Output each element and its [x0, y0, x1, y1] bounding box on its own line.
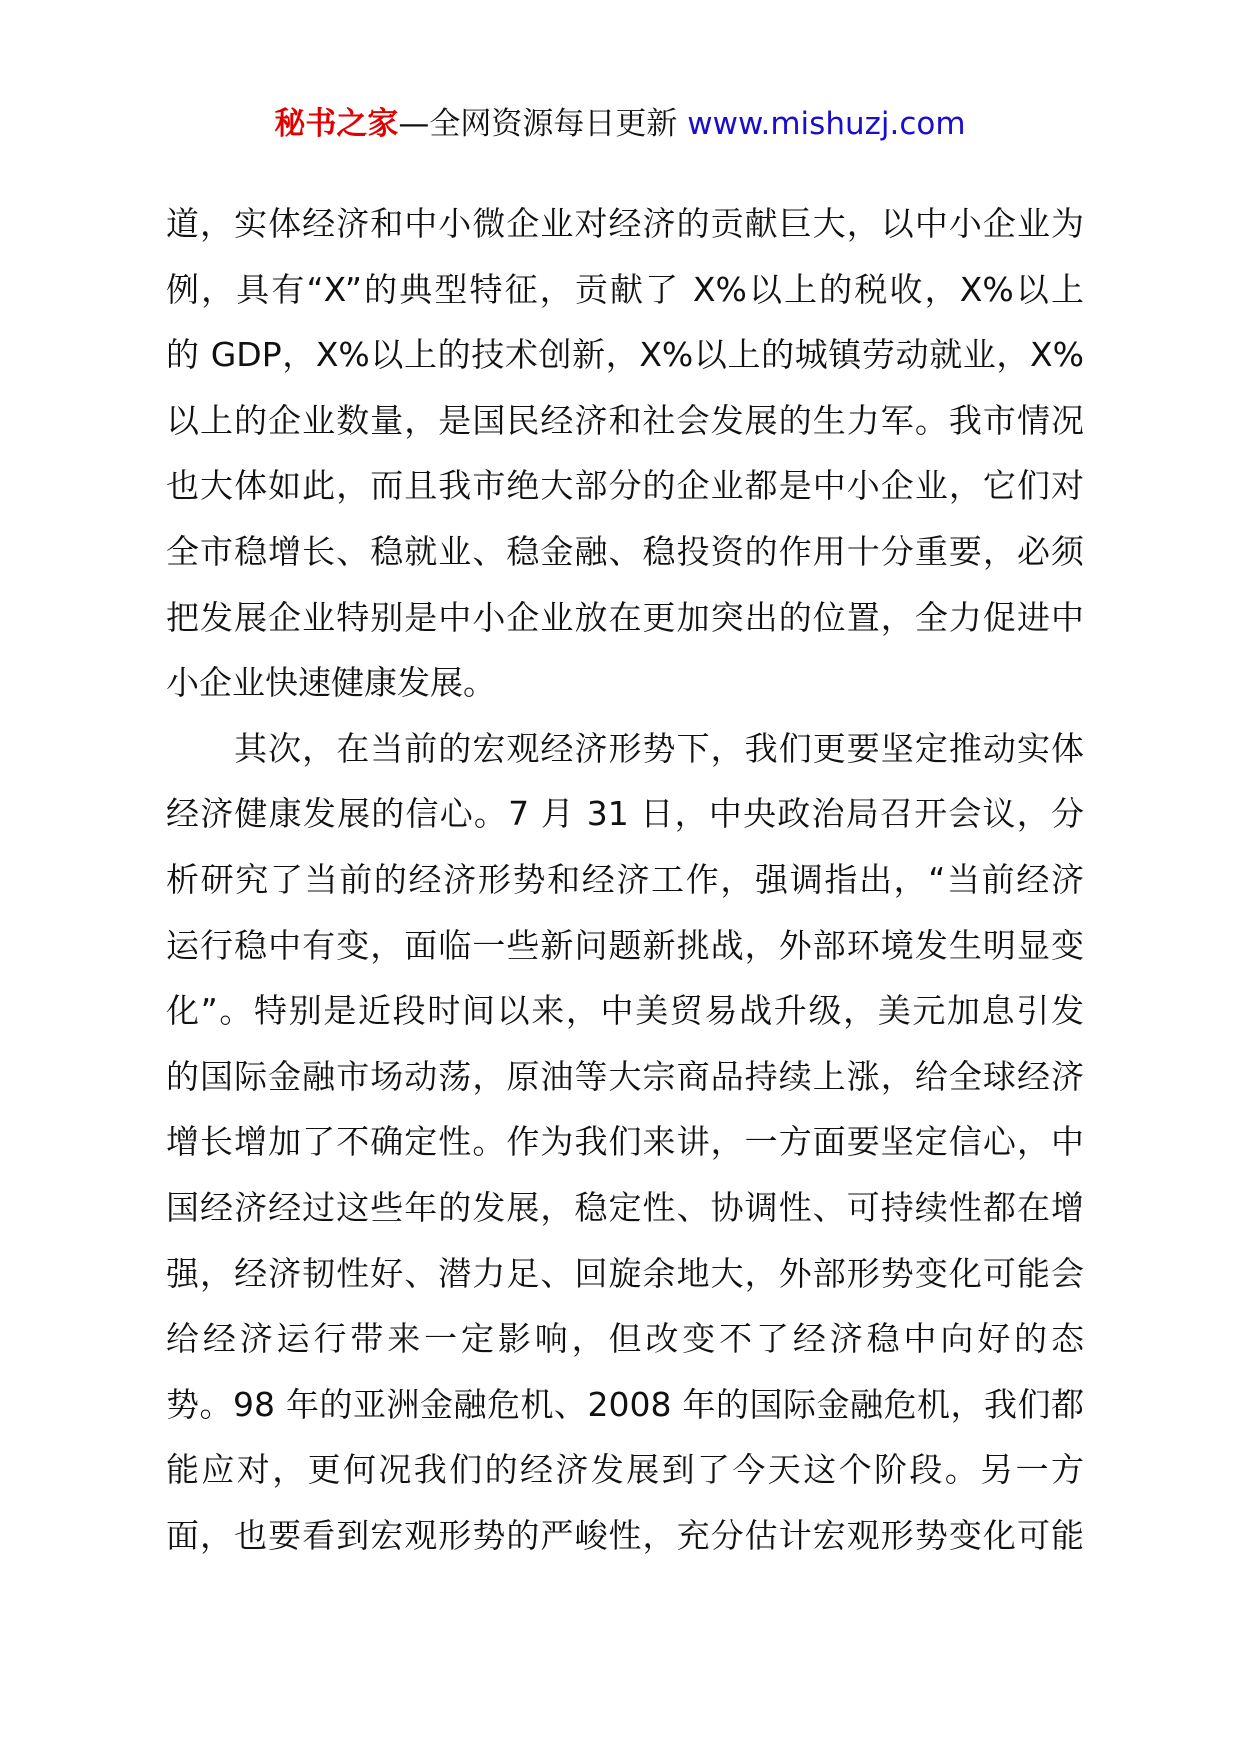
- text-line: 运行稳中有变，面临一些新问题新挑战，外部环境发生明显变: [166, 925, 1084, 965]
- site-slogan: —全网资源每日更新: [398, 106, 688, 142]
- text-line: 也大体如此，而且我市绝大部分的企业都是中小企业，它们对: [166, 466, 1084, 506]
- text-line: 例，具有“X”的典型特征，贡献了 X%以上的税收，X%以上: [166, 269, 1084, 309]
- site-header: [0, 104, 1240, 144]
- text-line: 全市稳增长、稳就业、稳金融、稳投资的作用十分重要，必须: [166, 531, 1084, 571]
- text-line: 强，经济韧性好、潜力足、回旋余地大，外部形势变化可能会: [166, 1253, 1084, 1293]
- text-line: 经济健康发展的信心。7 月 31 日，中央政治局召开会议，分: [166, 794, 1084, 834]
- text-line: 势。98 年的亚洲金融危机、2008 年的国际金融危机，我们都: [166, 1384, 1084, 1424]
- text-line: 以上的企业数量，是国民经济和社会发展的生力军。我市情况: [166, 400, 1084, 440]
- text-line: 其次，在当前的宏观经济形势下，我们更要坚定推动实体: [166, 728, 1084, 768]
- site-url-link[interactable]: www.mishuzj.com: [687, 106, 966, 142]
- text-line: 能应对，更何况我们的经济发展到了今天这个阶段。另一方: [166, 1450, 1084, 1490]
- site-brand: 秘书之家: [274, 106, 399, 142]
- text-line: 的 GDP，X%以上的技术创新，X%以上的城镇劳动就业，X%: [166, 335, 1084, 375]
- text-line: 把发展企业特别是中小企业放在更加突出的位置，全力促进中: [166, 597, 1084, 637]
- text-line: 面，也要看到宏观形势的严峻性，充分估计宏观形势变化可能: [166, 1515, 1084, 1555]
- text-line: 给经济运行带来一定影响，但改变不了经济稳中向好的态: [166, 1319, 1084, 1359]
- text-line: 道，实体经济和中小微企业对经济的贡献巨大，以中小企业为: [166, 204, 1084, 243]
- text-line: 国经济经过这些年的发展，稳定性、协调性、可持续性都在增: [166, 1187, 1084, 1227]
- text-line: 化”。特别是近段时间以来，中美贸易战升级，美元加息引发: [166, 991, 1084, 1031]
- text-line: 小企业快速健康发展。: [166, 663, 496, 703]
- text-line: 的国际金融市场动荡，原油等大宗商品持续上涨，给全球经济: [166, 1056, 1084, 1096]
- text-line: 增长增加了不确定性。作为我们来讲，一方面要坚定信心，中: [166, 1122, 1084, 1162]
- document-body: [166, 191, 1084, 1568]
- text-line: 析研究了当前的经济形势和经济工作，强调指出，“当前经济: [166, 859, 1084, 899]
